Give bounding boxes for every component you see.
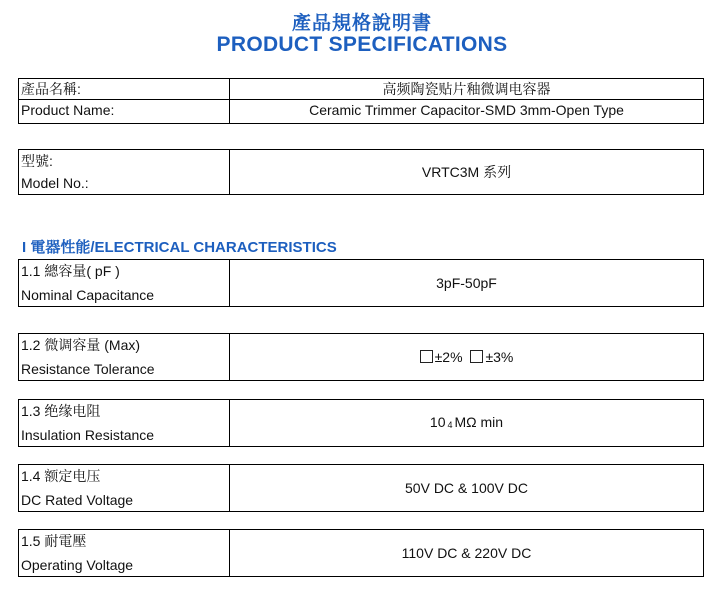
model-value: VRTC3M 系列: [421, 164, 512, 180]
product-name-table: [18, 78, 704, 124]
document-title-cn: 產品規格說明書: [291, 12, 432, 34]
product-name-label-cn: 產品名稱:: [21, 81, 81, 97]
insulation-unit: MΩ min: [454, 413, 504, 430]
spec-label-cn: 1.5 耐電壓: [21, 533, 87, 549]
spec-value-cell: [230, 334, 703, 380]
product-name-value-en: Ceramic Trimmer Capacitor-SMD 3mm-Open Type: [230, 99, 703, 120]
spec-label-cn: 1.3 绝缘电阻: [21, 403, 101, 419]
spec-label-cell: [19, 530, 230, 576]
spec-value-cell: [230, 260, 703, 306]
product-name-value-cn: 高频陶瓷贴片釉微调电容器: [382, 81, 551, 97]
spec-label-cell: [19, 260, 230, 306]
insulation-base: 10: [429, 413, 446, 430]
spec-label-en: Operating Voltage: [21, 557, 134, 573]
spec-label-cn: 1.1 總容量( pF ): [21, 263, 120, 279]
document-title-en: PRODUCT SPECIFICATIONS: [216, 33, 508, 56]
spec-label-en: Insulation Resistance: [21, 427, 155, 443]
tolerance-checkbox-3[interactable]: [470, 350, 483, 363]
spec-row-rated-voltage: [18, 464, 704, 512]
spec-label-cell: [19, 400, 230, 446]
spec-value: [430, 412, 503, 435]
insulation-exponent: 4: [447, 419, 453, 430]
spec-value-cell: [230, 465, 703, 511]
spec-label-en: Resistance Tolerance: [21, 361, 155, 377]
product-name-value-cell: [230, 79, 703, 123]
model-label-en: Model No.:: [21, 175, 89, 191]
spec-label-cell: [19, 465, 230, 511]
product-name-label-cell: [19, 79, 230, 123]
model-label-cn: 型號:: [21, 153, 53, 169]
tolerance-option-2-label: ±2%: [434, 349, 463, 365]
spec-label-cn: 1.2 微调容量 (Max): [21, 337, 141, 353]
tolerance-options: [420, 347, 514, 367]
product-name-label-en: Product Name:: [19, 99, 229, 120]
spec-value-cell: [230, 400, 703, 446]
model-value-cell: [230, 150, 703, 194]
spec-value: 3pF-50pF: [436, 275, 497, 291]
model-label-cell: [19, 150, 230, 194]
model-table: [18, 149, 704, 195]
spec-row-insulation: [18, 399, 704, 447]
spec-row-tolerance: [18, 333, 704, 381]
tolerance-option-3-label: ±3%: [485, 349, 514, 365]
spec-row-capacitance: [18, 259, 704, 307]
section-heading-electrical: I 電器性能/ELECTRICAL CHARACTERISTICS: [22, 239, 337, 256]
spec-label-en: DC Rated Voltage: [21, 492, 134, 508]
spec-value: 110V DC & 220V DC: [401, 545, 532, 561]
spec-label-en: Nominal Capacitance: [21, 287, 155, 303]
spec-value: 50V DC & 100V DC: [405, 480, 528, 496]
spec-label-cell: [19, 334, 230, 380]
spec-row-operating-voltage: [18, 529, 704, 577]
tolerance-checkbox-2[interactable]: [420, 350, 433, 363]
spec-value-cell: [230, 530, 703, 576]
spec-label-cn: 1.4 额定电压: [21, 468, 101, 484]
